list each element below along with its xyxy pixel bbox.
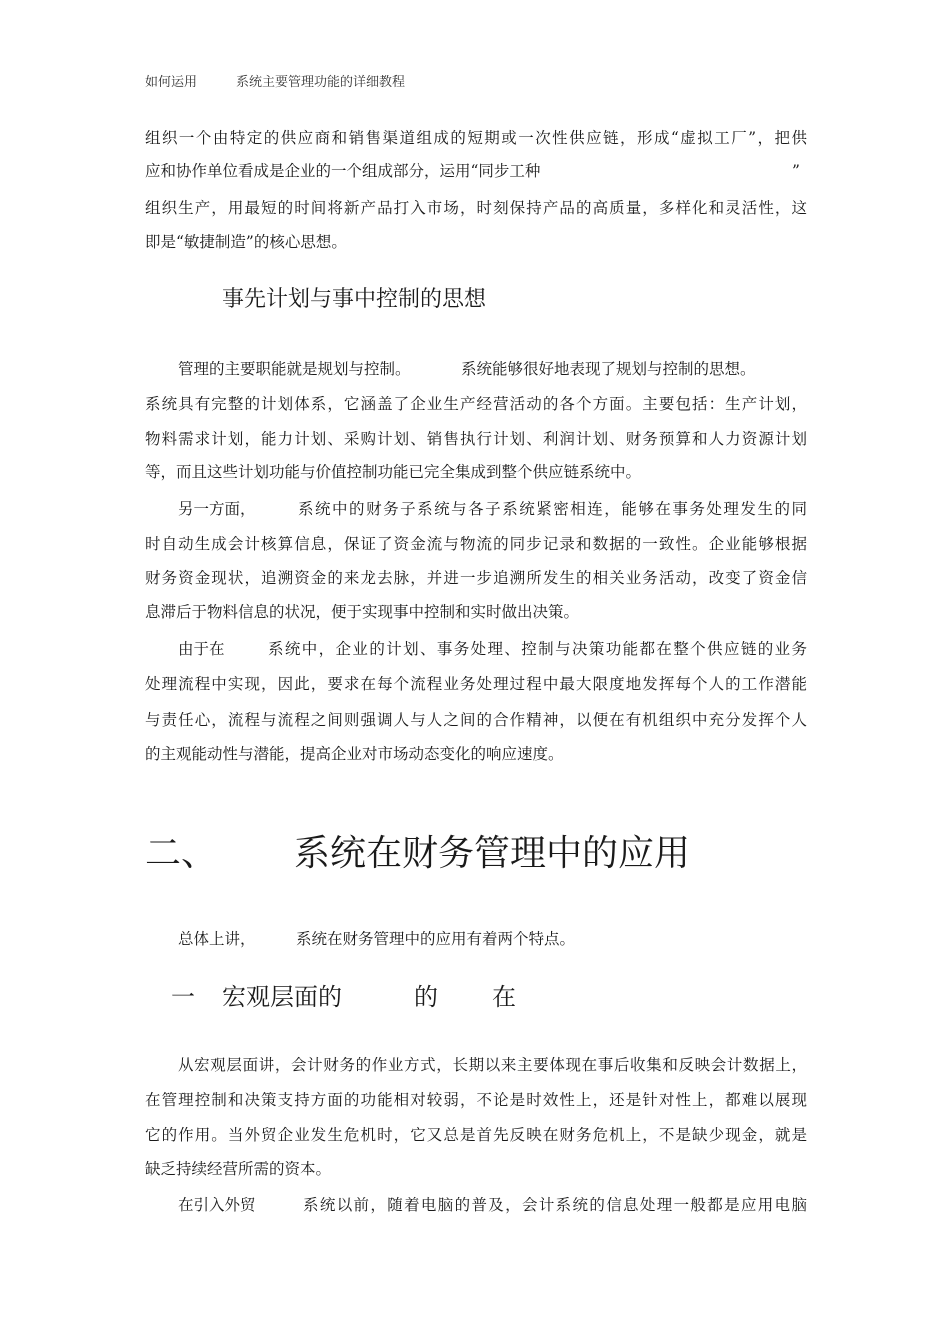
text-line: 总体上讲， — [178, 930, 256, 948]
subsection-title-part: 宏观层面的 — [222, 983, 342, 1011]
subsection-number: 一 — [171, 983, 195, 1011]
text-line: 与责任心，流程与流程之间则强调人与人之间的合作精神，以便在有机组织中充分发挥个人 — [145, 711, 807, 729]
text-line: 应和协作单位看成是企业的一个组成部分，运用“同步工种 — [145, 162, 541, 180]
text-line: 处理流程中实现，因此，要求在每个流程业务处理过程中最大限度地发挥每个人的工作潜能 — [145, 675, 807, 693]
text-line: 物料需求计划，能力计划、采购计划、销售执行计划、利润计划、财务预算和人力资源计划 — [145, 430, 807, 448]
text-line: 的主观能动性与潜能，提高企业对市场动态变化的响应速度。 — [145, 745, 564, 763]
text-line: 由于在 — [178, 640, 225, 658]
text-line: ” — [792, 162, 800, 180]
text-line: 另一方面， — [178, 500, 256, 518]
text-line: 组织一个由特定的供应商和销售渠道组成的短期或一次性供应链，形成“虚拟工厂”，把供 — [145, 129, 807, 147]
text-line: 财务资金现状，追溯资金的来龙去脉，并进一步追溯所发生的相关业务活动，改变了资金信 — [145, 569, 807, 587]
text-line: 它的作用。当外贸企业发生危机时，它又总是首先反映在财务危机上，不是缺少现金，就是 — [145, 1126, 807, 1144]
text-line: 缺乏持续经营所需的资本。 — [145, 1160, 332, 1178]
header-text-1: 如何运用 — [145, 75, 198, 90]
chapter-number: 二、 — [145, 833, 218, 874]
text-line: 系统能够很好地表现了规划与控制的思想。 — [461, 360, 756, 378]
text-line: 管理的主要职能就是规划与控制。 — [178, 360, 411, 378]
text-line: 系统在财务管理中的应用有着两个特点。 — [296, 930, 576, 948]
text-line: 等，而且这些计划功能与价值控制功能已完全集成到整个供应链系统中。 — [145, 463, 642, 481]
subsection-title-part: 的 — [414, 983, 438, 1011]
section-heading: 事先计划与事中控制的思想 — [222, 287, 487, 312]
text-line: 组织生产，用最短的时间将新产品打入市场，时刻保持产品的高质量，多样化和灵活性，这 — [145, 199, 807, 217]
header-text-2: 系统主要管理功能的详细教程 — [236, 75, 406, 90]
text-line: 在管理控制和决策支持方面的功能相对较弱，不论是时效性上，还是针对性上，都难以展现 — [145, 1091, 807, 1109]
text-line: 在引入外贸 — [178, 1196, 256, 1214]
text-line: 息滞后于物料信息的状况，便于实现事中控制和实时做出决策。 — [145, 603, 580, 621]
text-line: 系统中，企业的计划、事务处理、控制与决策功能都在整个供应链的业务 — [268, 640, 807, 658]
chapter-title: 系统在财务管理中的应用 — [294, 833, 691, 874]
text-line: 系统中的财务子系统与各子系统紧密相连，能够在事务处理发生的同 — [298, 500, 807, 518]
text-line: 即是“敏捷制造”的核心思想。 — [145, 233, 347, 251]
text-line: 系统以前，随着电脑的普及，会计系统的信息处理一般都是应用电脑 — [303, 1196, 807, 1214]
subsection-title-part: 在 — [492, 983, 516, 1011]
text-line: 系统具有完整的计划体系，它涵盖了企业生产经营活动的各个方面。主要包括：生产计划， — [145, 395, 807, 413]
text-line: 从宏观层面讲，会计财务的作业方式，长期以来主要体现在事后收集和反映会计数据上， — [178, 1056, 807, 1074]
text-line: 时自动生成会计核算信息，保证了资金流与物流的同步记录和数据的一致性。企业能够根据 — [145, 535, 807, 553]
